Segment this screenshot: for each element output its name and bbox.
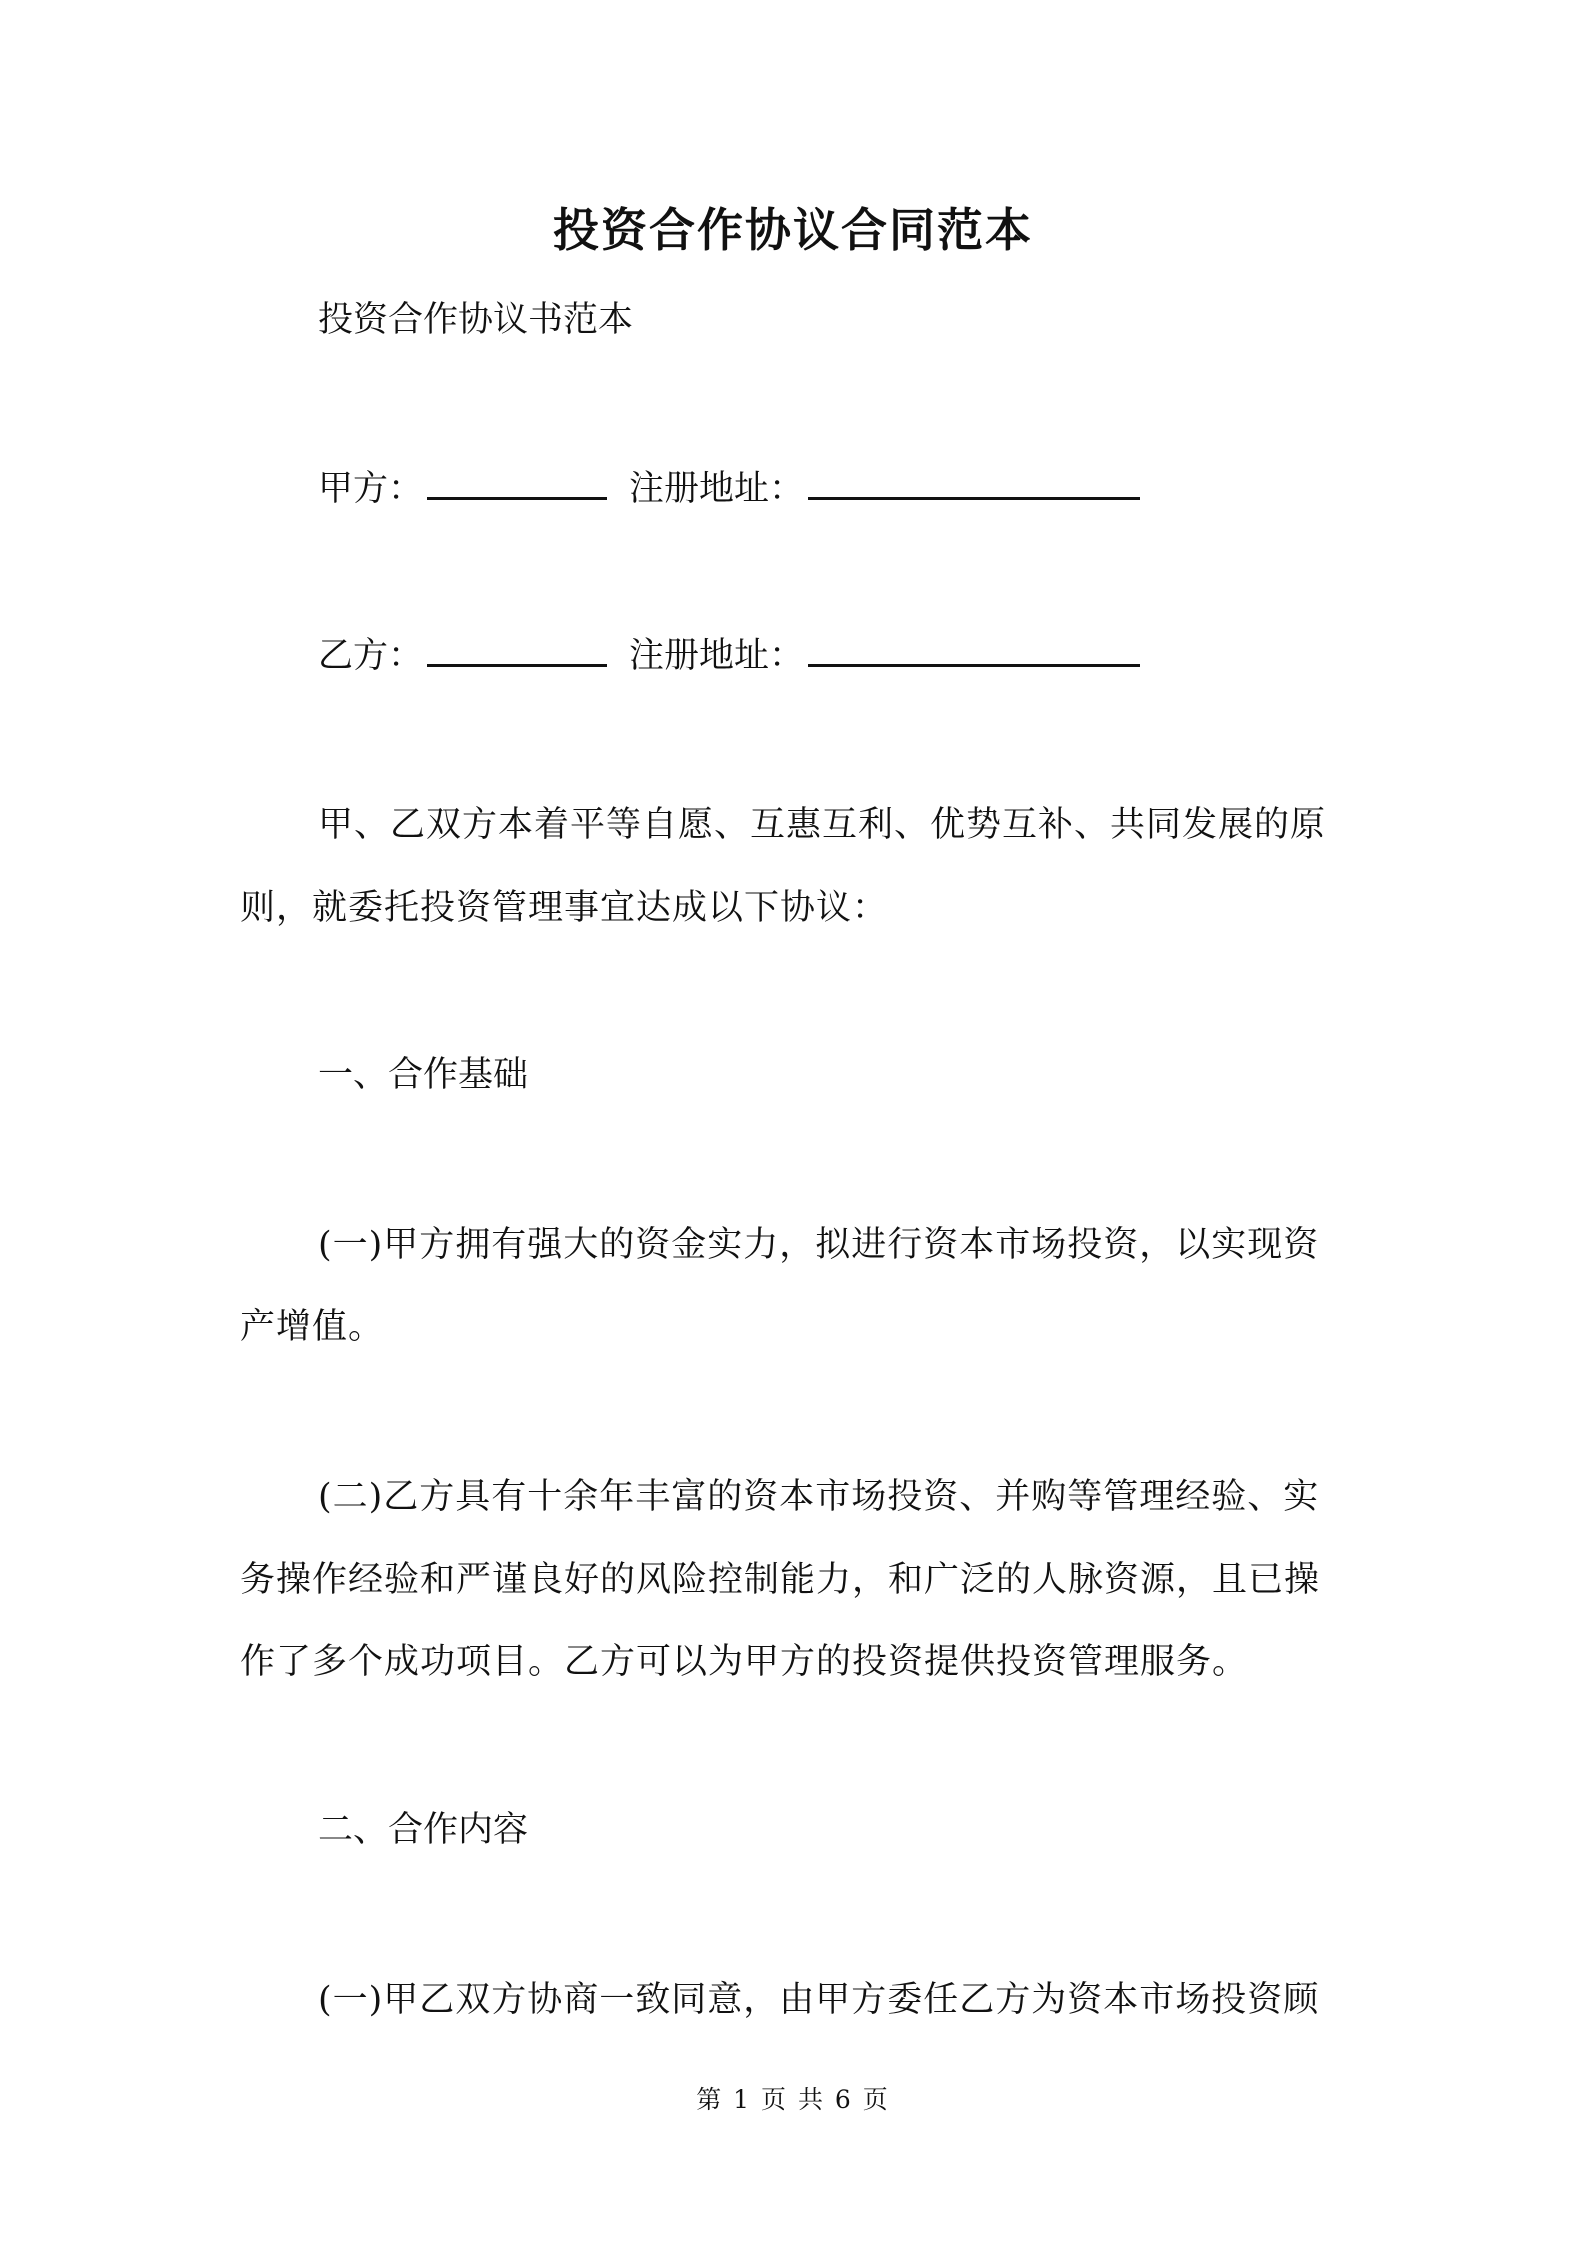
party-b-label: 乙方： [318, 636, 424, 676]
section-1-heading: 一、合作基础 [318, 1055, 529, 1095]
intro-line-2: 则，就委托投资管理事宜达成以下协议： [240, 888, 889, 928]
intro-line-1: 甲、乙双方本着平等自愿、互惠互利、优势互补、共同发展的原 [318, 805, 1327, 845]
party-b-name-blank [427, 630, 607, 667]
party-b-address-label: 注册地址： [629, 636, 805, 676]
party-a-name-blank [427, 463, 607, 500]
s1-p2-line-3: 作了多个成功项目。乙方可以为甲方的投资提供投资管理服务。 [240, 1642, 1249, 1682]
section-2-heading: 二、合作内容 [318, 1810, 529, 1850]
party-a-address-blank [808, 463, 1140, 500]
party-b-row [318, 630, 1140, 681]
document-title: 投资合作协议合同范本 [553, 203, 1033, 257]
document-subtitle: 投资合作协议书范本 [318, 300, 634, 340]
party-a-row [318, 463, 1140, 514]
party-a-address-label: 注册地址： [629, 469, 805, 509]
page-indicator: 第 1 页 共 6 页 [696, 2085, 890, 2114]
party-b-address-blank [808, 630, 1140, 667]
s1-p1-line-2: 产增值。 [240, 1307, 385, 1347]
s1-p2-line-1: (二)乙方具有十余年丰富的资本市场投资、并购等管理经验、实 [318, 1477, 1320, 1517]
s1-p1-line-1: (一)甲方拥有强大的资金实力，拟进行资本市场投资，以实现资 [318, 1225, 1320, 1265]
s2-p1-line-1: (一)甲乙双方协商一致同意，由甲方委任乙方为资本市场投资顾 [318, 1980, 1320, 2020]
party-a-label: 甲方： [318, 469, 424, 509]
s1-p2-line-2: 务操作经验和严谨良好的风险控制能力，和广泛的人脉资源，且已操 [240, 1560, 1321, 1600]
